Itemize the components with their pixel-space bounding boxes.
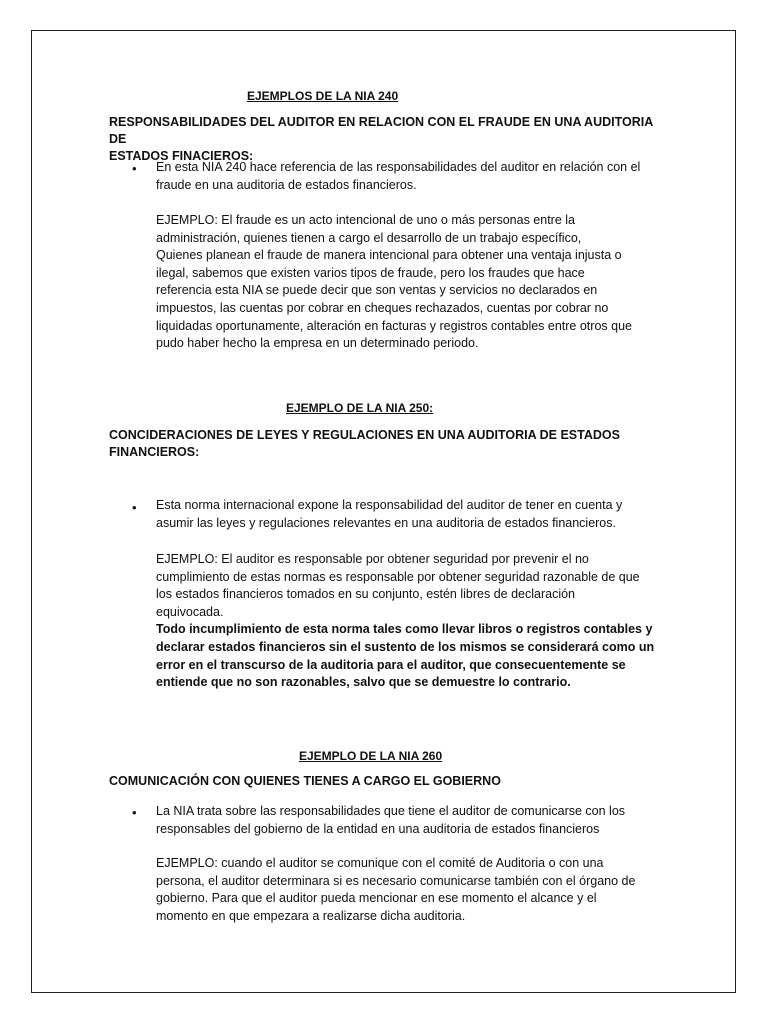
text-line: Esta norma internacional expone la responsabilidad del auditor de tener en cuenta y bbox=[156, 498, 623, 512]
section-title-nia-260 bbox=[109, 773, 669, 790]
text-line: error en el transcurso de la auditoria para el auditor, que consecuentemente se bbox=[156, 657, 626, 672]
title-line: FINANCIEROS: bbox=[109, 445, 200, 459]
bullet-icon: • bbox=[132, 161, 137, 176]
text-line: EJEMPLO: cuando el auditor se comunique con el comité de Auditoria o con una bbox=[156, 856, 604, 870]
example-nia-240 bbox=[156, 212, 661, 353]
section-title-nia-240 bbox=[109, 114, 669, 165]
bullet-text-nia-240 bbox=[156, 159, 661, 194]
title-line: RESPONSABILIDADES DEL AUDITOR EN RELACION CON EL FRAUDE EN UNA AUDITORIA DE bbox=[109, 115, 653, 146]
bullet-text-nia-250 bbox=[156, 497, 661, 532]
text-line: En esta NIA 240 hace referencia de las responsabilidades del auditor en relación con el bbox=[156, 160, 641, 174]
text-line: EJEMPLO: El fraude es un acto intencional de uno o más personas entre la bbox=[156, 213, 575, 227]
bullet-icon: • bbox=[132, 805, 137, 820]
bullet-text-nia-260 bbox=[156, 803, 661, 838]
bullet-icon: • bbox=[132, 500, 137, 515]
text-line: fraude en una auditoria de estados financieros. bbox=[156, 177, 417, 192]
example-nia-250 bbox=[156, 551, 661, 692]
title-line: COMUNICACIÓN CON QUIENES TIENES A CARGO EL GOBIERNO bbox=[109, 774, 501, 788]
text-line: impuestos, las cuentas por cobrar en cheques rechazados, cuentas por cobrar no bbox=[156, 300, 609, 315]
text-line: referencia esta NIA se puede decir que son ventas y servicios no declarados en bbox=[156, 283, 598, 298]
example-nia-260 bbox=[156, 855, 661, 925]
text-line: liquidadas oportunamente, alteración en facturas y registros contables entre otros que bbox=[156, 318, 632, 333]
heading-nia-260: EJEMPLO DE LA NIA 260 bbox=[299, 749, 443, 763]
text-line: Todo incumplimiento de esta norma tales como llevar libros o registros contables y bbox=[156, 622, 653, 637]
title-line: CONCIDERACIONES DE LEYES Y REGULACIONES EN UNA AUDITORIA DE ESTADOS bbox=[109, 428, 620, 442]
text-line: momento en que empezara a realizarse dicha auditoria. bbox=[156, 908, 466, 923]
text-line: cumplimiento de estas normas es responsable por obtener seguridad razonable de que bbox=[156, 569, 640, 584]
section-title-nia-250 bbox=[109, 427, 669, 461]
text-line: persona, el auditor determinara si es necesario comunicarse también con el órgano de bbox=[156, 873, 636, 888]
text-line: La NIA trata sobre las responsabilidades que tiene el auditor de comunicarse con los bbox=[156, 804, 626, 818]
heading-nia-240: EJEMPLOS DE LA NIA 240 bbox=[247, 89, 399, 103]
text-line: gobierno. Para que el auditor pueda mencionar en ese momento el alcance y el bbox=[156, 891, 597, 906]
text-line: entiende que no son razonables, salvo que se demuestre lo contrario. bbox=[156, 675, 571, 690]
title-line: ESTADOS FINACIEROS: bbox=[109, 149, 254, 163]
text-line: los estados financieros tomados en su conjunto, estén libres de declaración bbox=[156, 587, 576, 602]
text-line: ilegal, sabemos que existen varios tipos de fraude, pero los fraudes que hace bbox=[156, 265, 585, 280]
text-line: pudo haber hecho la empresa en un determinado periodo. bbox=[156, 336, 479, 351]
heading-nia-250: EJEMPLO DE LA NIA 250: bbox=[286, 401, 434, 415]
text-line: Quienes planean el fraude de manera intencional para obtener una ventaja injusta o bbox=[156, 248, 622, 263]
text-line: responsables del gobierno de la entidad en una auditoria de estados financieros bbox=[156, 821, 600, 836]
text-line: administración, quienes tienen a cargo el desarrollo de un trabajo específico, bbox=[156, 230, 582, 245]
text-line: EJEMPLO: El auditor es responsable por obtener seguridad por prevenir el no bbox=[156, 552, 589, 566]
text-line: asumir las leyes y regulaciones relevantes en una auditoria de estados financieros. bbox=[156, 515, 616, 530]
text-line: declarar estados financieros sin el sustento de los mismos se considerará como un bbox=[156, 639, 655, 654]
text-line: equivocada. bbox=[156, 604, 224, 619]
